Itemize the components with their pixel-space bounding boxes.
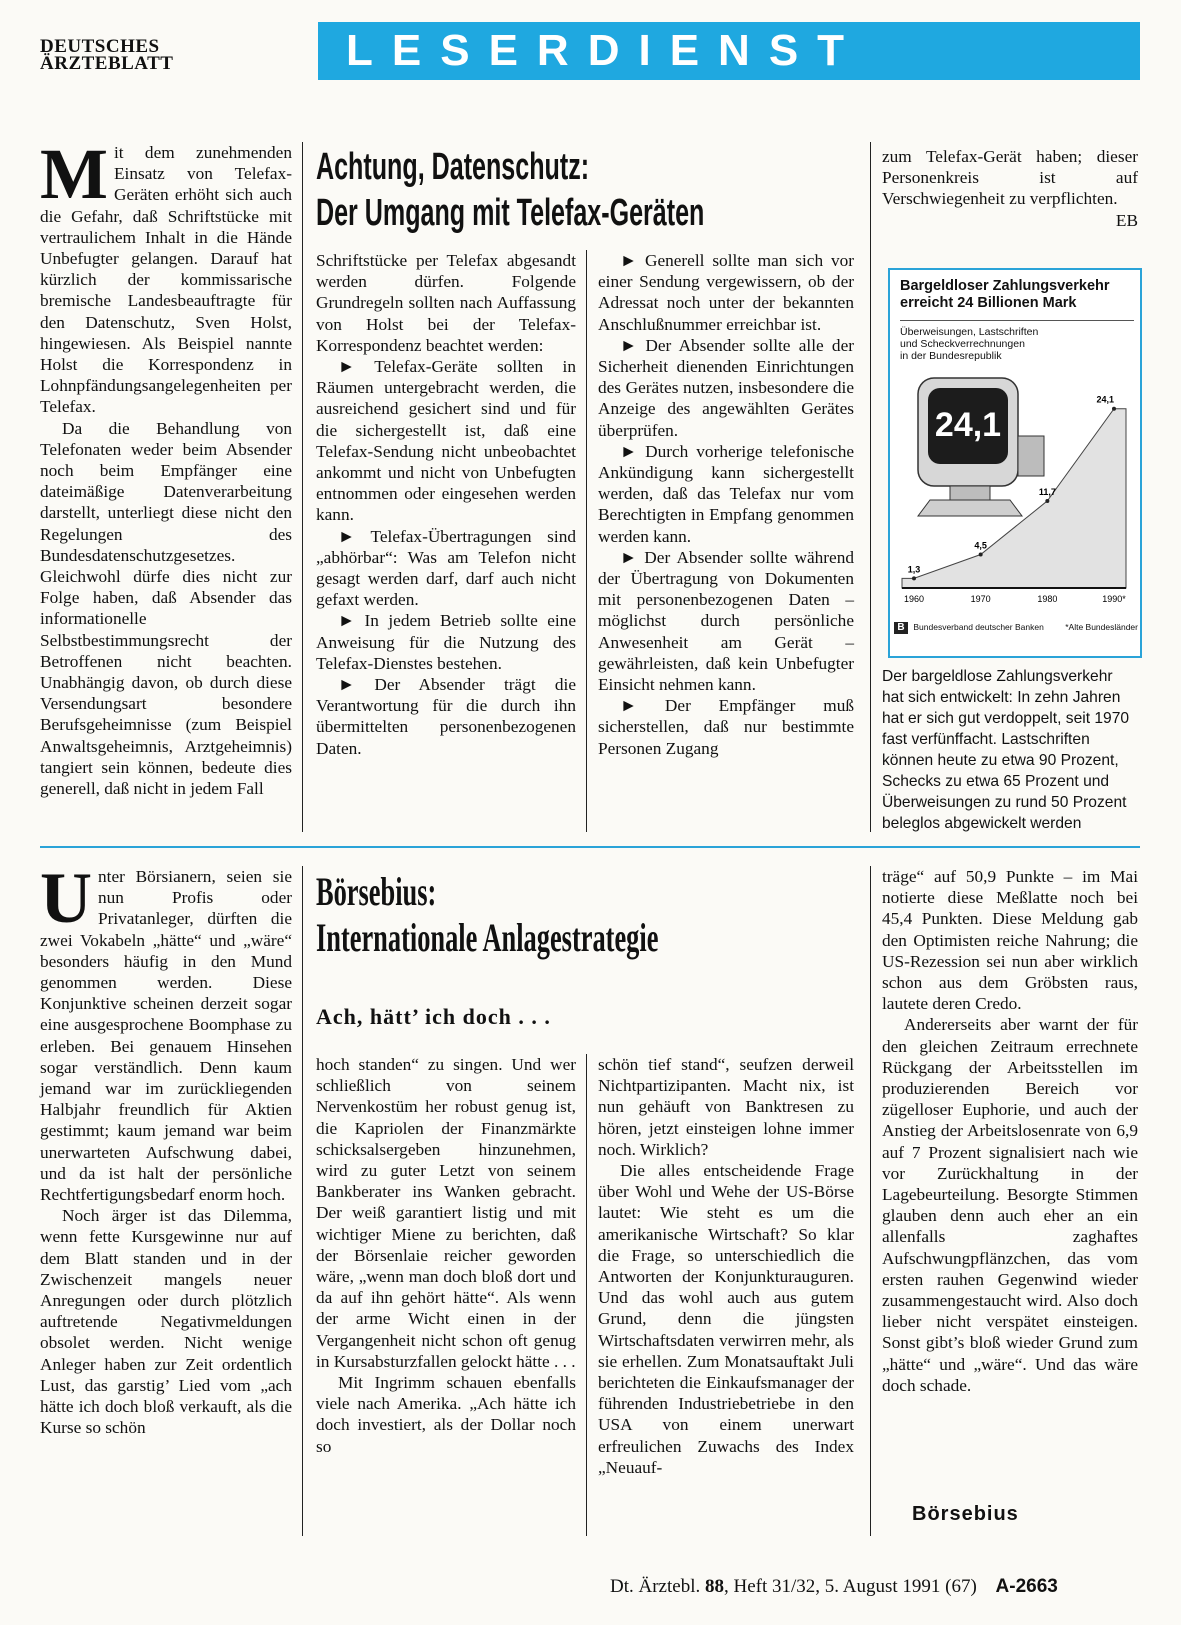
column-rule: [302, 866, 303, 1536]
masthead-line1: DEUTSCHES: [40, 36, 160, 57]
chart-point: [912, 576, 916, 580]
article1-col2: [316, 250, 576, 759]
article1-col1-p2: Da die Behandlung von Telefonaten weder beim Absender noch beim Empfänger eine dateimäßige Datenverarbeitung darstellt, unterliegt diese nicht den Regelungen des Bundesdatenschutzgesetzes. Gleichwohl dürfe dies nicht zur Folge haben, daß Absender das informationelle Selbstbestimmungsrecht der Betroffenen nicht beachten. Unabhängig davon, ob durch diese Versendungsart besondere Berufsgeheimnisse (zum Beispiel Anwaltsgeheimnis, Arztgeheimnis) tangiert sein können, bedeute dies generell, daß nicht in jedem Fall: [40, 418, 292, 799]
infographic-source: Bundesverband deutscher Banken: [913, 622, 1044, 632]
footer-journal: Dt. Ärztebl.: [610, 1576, 701, 1597]
article2-col1-p1: nter Börsianern, seien sie nun Profis oder Privatanleger, dürften die zwei Vokabeln „hätte“ und „wäre“ besonders häufig in den Mund genommen werden. Diese Konjunktive scheinen derzeit sogar eine ausgesprochene Boomphase zu erleben. Bei genauem Hinsehen sogar verständlich. Denn kaum jemand war im zurückliegenden Halbjahr freundlich für Aktien gestimmt; kaum jemand war beim unerwarteten Aufschwung dabei, und da ist halt der persönliche Rechtfertigungsbedarf enorm hoch.: [40, 867, 292, 1205]
article1-col2-p4: ► In jedem Betrieb sollte eine Anweisung für die Nutzung des Telefax-Dienstes bestehen.: [316, 611, 576, 673]
article1-col2-p3: ► Telefax-Übertragungen sind „abhörbar“: Was am Telefon nicht gesagt werden darf, darf auch nicht gefaxt werden.: [316, 526, 576, 610]
article2-col4: [882, 866, 1138, 1396]
column-rule: [586, 250, 587, 832]
column-rule: [586, 1054, 587, 1536]
article2-headline-line2: Internationale Anlagestrategie: [316, 915, 659, 960]
chart-point: [1045, 499, 1049, 503]
article1-dropcap: M: [40, 134, 108, 214]
column-rule: [302, 142, 303, 832]
infographic-subtitle: [900, 326, 1038, 362]
article1-col4: [882, 146, 1138, 231]
chart-tick-label: 1970: [970, 594, 991, 604]
article2-col2-p1: hoch standen“ zu singen. Und wer schließlich von seinem Nervenkostüm her robust genug ist, die Kapriolen der Finanzmärkte schicksalsergeben hinzunehmen, wird zu guter Letzt von seinem Bankberater ins Wanken gebracht. Der weiß garantiert listig und mit wichtiger Miene zu berichten, daß der Börsenlaie reicher geworden wäre, „wenn man doch bloß dort und da auf ihn gehört hätte“. Als wenn der arme Wicht einen in der Vergangenheit nicht schon oft genug in Kursabsturzfallen gelockt hätte . . .: [316, 1055, 576, 1371]
infographic-subtitle-line3: in der Bundesrepublik: [900, 350, 1002, 362]
article1-col4-text: [882, 146, 1138, 230]
masthead-line2: ÄRZTEBLATT: [40, 53, 174, 74]
footer-page-number: A-2663: [995, 1576, 1058, 1597]
chart-data-label: 1,3: [907, 564, 921, 575]
footer-volume: 88: [704, 1576, 724, 1597]
chart-point: [1112, 407, 1116, 411]
article1-col1: [40, 134, 292, 799]
article1-signature: EB: [1115, 210, 1138, 230]
article2-signature: Börsebius: [912, 1503, 1019, 1525]
article1-col3-p2: ► Der Absender sollte alle der Sicherheit dienenden Einrichtungen des Gerätes nutzen, insbesondere die Anzeige des angewählten Gerätes überprüfen.: [598, 335, 854, 440]
article1-headline-line1: Achtung, Datenschutz:: [316, 146, 590, 188]
infographic-chart: [890, 366, 1140, 666]
page-footer: [610, 1576, 1058, 1598]
article2-headline-line1: Börsebius:: [316, 869, 437, 914]
article2-col1: [40, 858, 292, 1438]
article2-col4-p2: Andererseits aber warnt der für den gleichen Zeitraum errechnete Rückgang der Arbeitsstellen im produzierenden Bereich vor zügelloser Euphorie, und auch der Anstieg der Arbeitslosenrate von 6,9 auf 7 Prozent signalisiert nach wie vor Zurückhaltung in der Lagebeurteilung. Besorgte Stimmen glauben denn auch eher an ein allenfalls zaghaftes Aufschwungpflänzchen, das vom ersten rauhen Gegenwind wieder zusammengestaucht wird. Also doch lieber nicht verspätet einsteigen. Sonst gibt’s bloß wieder Grund zum „hätte“ und „wäre“. Und das wäre doch schade.: [882, 1015, 1138, 1395]
column-rule: [870, 142, 871, 832]
article2-col1-p2: Noch ärger ist das Dilemma, wenn fette Kursgewinne nur auf dem Blatt standen und in der Zwischenzeit mangels neuer Anregungen oder durch plötzlich auftretende Negativmeldungen obsolet werden. Nicht wenige Anleger haben zur Zeit ordentlich Lust, das garstig’ Lied vom „ach hätte ich doch bloß verkauft, als die Kurse so schön: [40, 1206, 292, 1438]
monitor-illustration: [918, 378, 1044, 516]
infographic: [888, 268, 1142, 658]
big-number: 24,1: [934, 406, 1002, 444]
article2-col2: [316, 1054, 576, 1457]
article1-col2-p5: ► Der Absender trägt die Verantwortung für die durch ihn übermittelten personenbezogenen Daten.: [316, 675, 576, 758]
article2-subheadline: Ach, hätt’ ich doch . . .: [316, 1004, 551, 1029]
infographic-title: [900, 278, 1110, 312]
article2-col2-p2: Mit Ingrimm schauen ebenfalls viele nach Amerika. „Ach hätte ich doch investiert, als der Dollar noch so: [316, 1373, 576, 1456]
article1-col3: [598, 250, 854, 759]
infographic-title-line1: Bargeldloser Zahlungsverkehr: [900, 278, 1110, 294]
chart-point: [979, 553, 983, 557]
article2-col3-p1: schön tief stand“, seufzen derweil Nichtpartizipanten. Macht nix, ist nun gehäuft von Banktresen zu hören, jetzt einsteigen lohne immer noch. Wirklich?: [598, 1055, 854, 1159]
chart-data-label: 4,5: [974, 540, 987, 551]
chart-tick-label: 1960: [903, 594, 925, 604]
chart-tick-label: 1980: [1037, 594, 1058, 604]
infographic-title-line2: erreicht 24 Billionen Mark: [900, 295, 1077, 311]
masthead: [40, 38, 173, 72]
section-separator: [40, 846, 1140, 848]
chart-tick-label: 1990*: [1102, 594, 1126, 604]
infographic-subtitle-line2: und Scheckverrechnungen: [900, 338, 1025, 350]
article1-col2-p1: Schriftstücke per Telefax abgesandt werden dürfen. Folgende Grundregeln sollten nach Auffassung von Holst bei der Telefax-Korrespondenz beachtet werden:: [316, 251, 576, 355]
article1-col3-p5: ► Der Empfänger muß sicherstellen, daß nur bestimmte Personen Zugang: [598, 696, 854, 758]
article2-col4-p1: träge“ auf 50,9 Punkte – im Mai notierte diese Meßlatte noch bei 45,4 Punkten. Diese Meldung gab den Optimisten reiche Nahrung; die US-Rezession sei nun aber wirklich schon aus dem Gröbsten raus, lautete deren Credo.: [882, 867, 1138, 1014]
chart-data-label: 24,1: [1096, 394, 1114, 405]
article1-col3-p3: ► Durch vorherige telefonische Ankündigung kann sichergestellt werden, daß das Telefax nur vom Berechtigten in Empfang genommen werden kann.: [598, 441, 854, 546]
article2-col3: [598, 1054, 854, 1478]
article1-col3-p1: ► Generell sollte man sich vor einer Sendung vergewissern, ob der Adressat noch unter der bekannten Anschlußnummer erreichbar ist.: [598, 251, 854, 334]
infographic-footer: [894, 622, 1138, 634]
article2-dropcap: U: [40, 858, 92, 938]
infographic-subtitle-line1: Überweisungen, Lastschriften: [900, 326, 1039, 338]
article1-col1-p1: it dem zunehmenden Einsatz von Telefax-Geräten erhöht sich auch die Gefahr, daß Schriftstücke mit vertraulichem Inhalt in die Hände Unbefugter gelangen. Darauf hat kürzlich der kommissarische bremische Landesbeauftragte für den Datenschutz, Sven Holst, hingewiesen. Als Beispiel nannte Holst die Korrespondenz in Lohnpfändungsangelegenheiten per Telefax.: [40, 143, 292, 417]
infographic-caption: Der bargeldlose Zahlungsverkehr hat sich entwickelt: In zehn Jahren hat er sich gut verdoppelt, seit 1970 fast verfünffacht. Lastschriften können heute zu etwa 90 Prozent, Schecks zu etwa 65 Prozent und Überweisungen zu rund 50 Prozent beleglos abgewickelt werden: [882, 668, 1130, 832]
article1-col4-body: zum Telefax-Gerät haben; dieser Personenkreis ist auf Verschwiegenheit zu verpflichten.: [882, 147, 1138, 209]
section-banner: LESERDIENST: [318, 22, 1140, 80]
column-rule: [870, 866, 871, 1536]
infographic-footnote: *Alte Bundesländer: [1065, 622, 1138, 632]
article1-headline-line2: Der Umgang mit Telefax-Geräten: [316, 192, 705, 234]
chart-data-label: 11,7: [1038, 486, 1056, 497]
article2-col3-p2: Die alles entscheidende Frage über Wohl und Wehe der US-Börse lautet: Wie steht es um die amerikanische Wirtschaft? So klar die Frage, so unterschiedlich die Antworten der Konjunkturauguren. Und das wohl auch aus gutem Grund, denn die jüngsten Wirtschaftsdaten verwirren mehr, als sie erhellen. Zum Monatsauftakt Juli berichteten die Einkaufsmanager der führenden Industriebetriebe in den USA von einem unerwart erfreulichen Zuwachs des Index „Neuauf-: [598, 1161, 854, 1477]
infographic-divider: [900, 320, 1134, 321]
article1-col2-p2: ► Telefax-Geräte sollten in Räumen untergebracht werden, die ausreichend gesichert sind und für die sichergestellt ist, daß eine Telefax-Sendung nicht unbeobachtet ankommt und nicht von Unbefugten entnommen oder eingesehen werden kann.: [316, 357, 576, 525]
footer-issue: , Heft 31/32, 5. August 1991 (67): [723, 1576, 977, 1597]
bank-logo-icon: B: [894, 622, 908, 634]
article1-col3-p4: ► Der Absender sollte während der Übertragung von Dokumenten mit personenbezogenen Daten – möglichst durch persönliche Anwesenheit am Gerät – gewährleisten, daß kein Unbefugter Einsicht nehmen kann.: [598, 547, 854, 695]
